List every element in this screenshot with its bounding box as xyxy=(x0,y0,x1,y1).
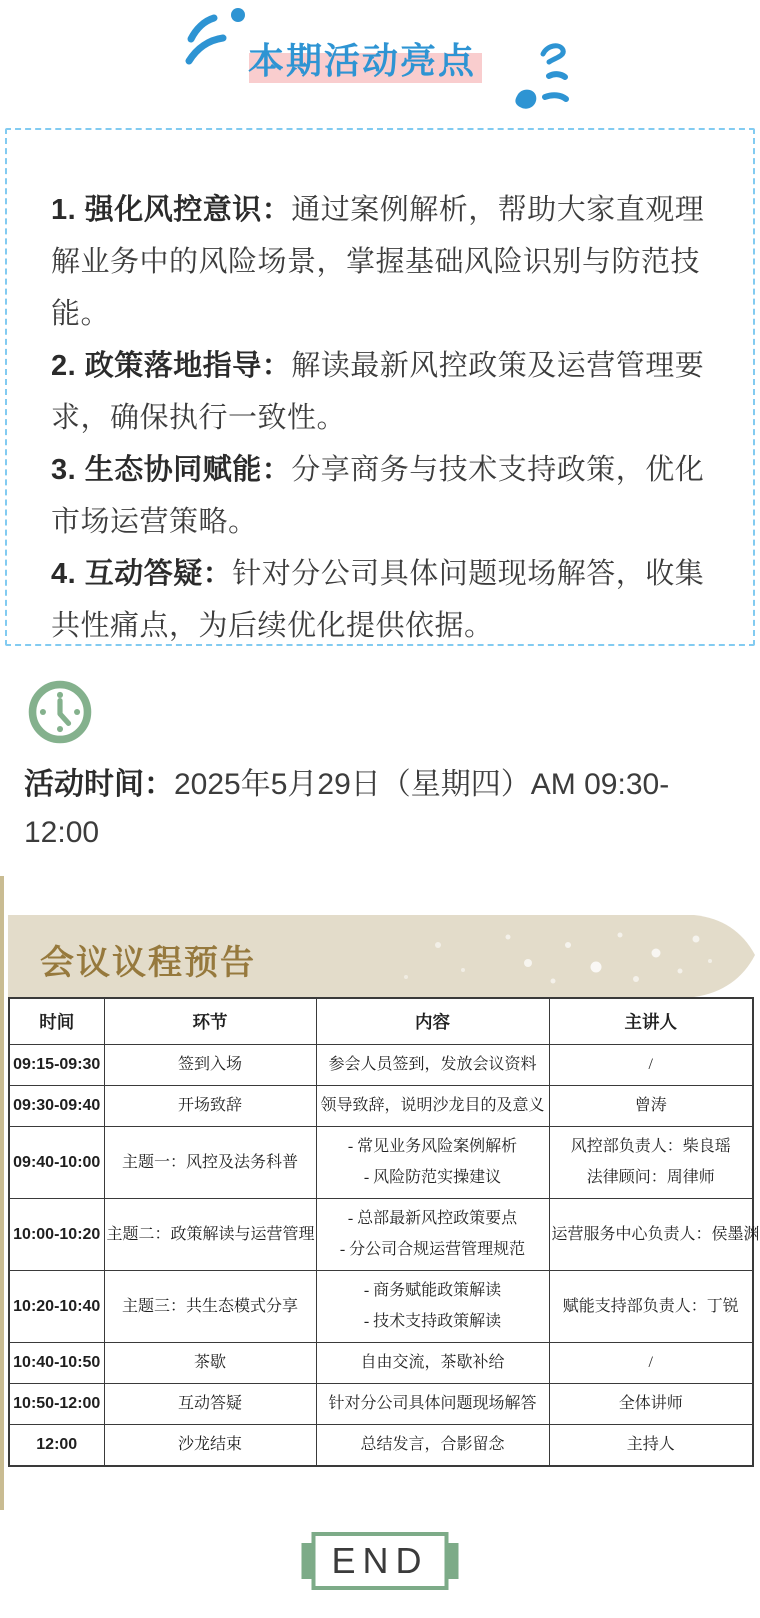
cell-content-line: - 风险防范实操建议 xyxy=(363,1169,502,1186)
cell-speaker xyxy=(549,1199,760,1271)
cell-content xyxy=(316,1343,549,1384)
cell-speaker-line: 风控部负责人：柴良瑶 xyxy=(570,1138,731,1155)
cell-time-line: 10:00-10:20 xyxy=(13,1225,101,1243)
cell-content-line: - 技术支持政策解读 xyxy=(363,1313,502,1330)
table-row xyxy=(9,1127,753,1199)
highlight-item-2 xyxy=(51,350,704,434)
cell-time-line: 09:30-09:40 xyxy=(13,1097,101,1114)
cell-speaker xyxy=(549,1271,753,1343)
table-row xyxy=(9,1343,753,1384)
cell-content-line: 自由交流，茶歇补给 xyxy=(360,1354,505,1371)
cell-speaker-line: 曾涛 xyxy=(634,1097,667,1114)
cell-session xyxy=(104,1384,316,1425)
cell-speaker xyxy=(549,1425,753,1467)
cell-speaker-line: / xyxy=(648,1354,653,1371)
cell-session xyxy=(104,1127,316,1199)
cell-time-line: 10:20-10:40 xyxy=(13,1297,101,1315)
cell-speaker xyxy=(549,1384,753,1425)
header-content: 内容 xyxy=(316,998,549,1045)
cell-time xyxy=(9,1271,104,1343)
cell-session xyxy=(104,1086,316,1127)
header-session: 环节 xyxy=(104,998,316,1045)
cell-speaker xyxy=(549,1127,753,1199)
cell-speaker xyxy=(549,1086,753,1127)
event-time-value: 2025年5月29日（星期四）AM 09:30-12:00 xyxy=(24,768,670,849)
left-accent-line xyxy=(0,876,4,1510)
cell-time xyxy=(9,1045,104,1086)
cell-content xyxy=(316,1384,549,1425)
highlight-item-4-label: 4. 互动答疑： xyxy=(51,558,233,590)
cell-time-line: 10:50-12:00 xyxy=(13,1395,101,1412)
sparkle-doodle-left-icon xyxy=(176,4,258,71)
cell-content xyxy=(316,1127,549,1199)
cell-session xyxy=(104,1271,316,1343)
cell-content xyxy=(316,1425,549,1467)
cell-content xyxy=(316,1086,549,1127)
cell-session-line: 主题一：风控及法务科普 xyxy=(121,1153,298,1171)
table-row xyxy=(9,1271,753,1343)
agenda-table xyxy=(8,997,760,1467)
table-header-row xyxy=(9,998,753,1045)
highlight-item-3-label: 3. 生态协同赋能： xyxy=(51,454,292,486)
highlight-item-4-text: 针对分公司具体问题现场解答，收集共性痛点，为后续优化提供依据。 xyxy=(51,558,705,642)
highlight-item-1-label: 1. 强化风控意识： xyxy=(51,194,292,226)
highlight-item-3-text: 分享商务与技术支持政策，优化市场运营策略。 xyxy=(51,454,705,538)
highlight-item-2-label: 2. 政策落地指导： xyxy=(51,350,292,382)
table-row xyxy=(9,1045,753,1086)
cell-time xyxy=(9,1425,104,1467)
cell-session-line: 茶歇 xyxy=(193,1354,226,1371)
page-title-block xyxy=(248,33,484,84)
cell-session-line: 沙龙结束 xyxy=(177,1436,242,1453)
cell-time xyxy=(9,1384,104,1425)
cell-session-line: 开场致辞 xyxy=(177,1097,242,1114)
cell-session xyxy=(104,1045,316,1086)
cell-content-line: - 总部最新风控政策要点 xyxy=(347,1210,518,1227)
cell-time-line: 09:40-10:00 xyxy=(13,1153,101,1171)
table-row xyxy=(9,1086,753,1127)
cell-time-line: 10:40-10:50 xyxy=(13,1354,101,1371)
cell-time-line: 09:15-09:30 xyxy=(13,1056,101,1073)
cell-speaker xyxy=(549,1343,753,1384)
page-title: 本期活动亮点 xyxy=(248,40,477,81)
cell-session-line: 主题二：政策解读与运营管理 xyxy=(106,1225,315,1243)
event-time-text xyxy=(24,761,738,857)
table-row xyxy=(9,1425,753,1467)
cell-session-line: 主题三：共生态模式分享 xyxy=(121,1297,298,1315)
cell-time xyxy=(9,1343,104,1384)
sparkle-doodle-right-icon xyxy=(503,40,569,119)
cell-session-line: 签到入场 xyxy=(177,1056,242,1073)
highlight-item-4 xyxy=(51,558,704,642)
end-plaque xyxy=(311,1532,448,1590)
cell-speaker xyxy=(549,1045,753,1086)
end-label: END xyxy=(311,1532,448,1590)
cell-speaker-line: 赋能支持部负责人：丁锐 xyxy=(562,1297,739,1315)
cell-session xyxy=(104,1199,316,1271)
cell-content-line: - 商务赋能政策解读 xyxy=(363,1282,502,1299)
cell-session xyxy=(104,1425,316,1467)
cell-speaker-line: 运营服务中心负责人：侯墨渊 xyxy=(551,1225,760,1243)
cell-content xyxy=(316,1271,549,1343)
cell-speaker-line: 全体讲师 xyxy=(618,1395,683,1412)
highlights-box xyxy=(5,128,755,646)
header-speaker: 主讲人 xyxy=(549,998,753,1045)
cell-content-line: - 常见业务风险案例解析 xyxy=(347,1138,518,1155)
cell-content-line: 总结发言，合影留念 xyxy=(360,1436,505,1453)
table-row xyxy=(9,1384,753,1425)
cell-time-line: 12:00 xyxy=(36,1436,78,1453)
agenda-banner-title: 会议议程预告 xyxy=(40,944,256,982)
cell-content xyxy=(316,1045,549,1086)
cell-speaker-line: 主持人 xyxy=(626,1436,675,1453)
cell-content-line: 针对分公司具体问题现场解答 xyxy=(328,1395,537,1412)
cell-session-line: 互动答疑 xyxy=(177,1395,242,1412)
cell-content-line: 参会人员签到，发放会议资料 xyxy=(328,1056,537,1073)
highlight-item-1-text: 通过案例解析，帮助大家直观理解业务中的风险场景，掌握基础风险识别与防范技能。 xyxy=(51,194,705,330)
cell-content xyxy=(316,1199,549,1271)
cell-content-line: - 分公司合规运营管理规范 xyxy=(339,1241,526,1258)
table-row xyxy=(9,1199,753,1271)
header-time: 时间 xyxy=(9,998,104,1045)
cell-session xyxy=(104,1343,316,1384)
agenda-banner xyxy=(8,915,755,997)
cell-content-line: 领导致辞，说明沙龙目的及意义 xyxy=(320,1097,545,1114)
cell-speaker-line: / xyxy=(648,1056,653,1073)
cell-speaker-line: 法律顾问：周律师 xyxy=(586,1169,715,1186)
highlight-item-1 xyxy=(51,194,704,330)
event-time-section xyxy=(24,676,738,857)
highlight-item-2-text: 解读最新风控政策及运营管理要求，确保执行一致性。 xyxy=(51,350,705,434)
agenda-table-body xyxy=(9,1045,760,1467)
event-time-label: 活动时间： xyxy=(24,768,174,801)
cell-time xyxy=(9,1199,104,1271)
highlight-item-3 xyxy=(51,454,704,538)
cell-time xyxy=(9,1086,104,1127)
cell-time xyxy=(9,1127,104,1199)
clock-icon xyxy=(24,676,738,753)
highlights-content xyxy=(7,130,753,652)
